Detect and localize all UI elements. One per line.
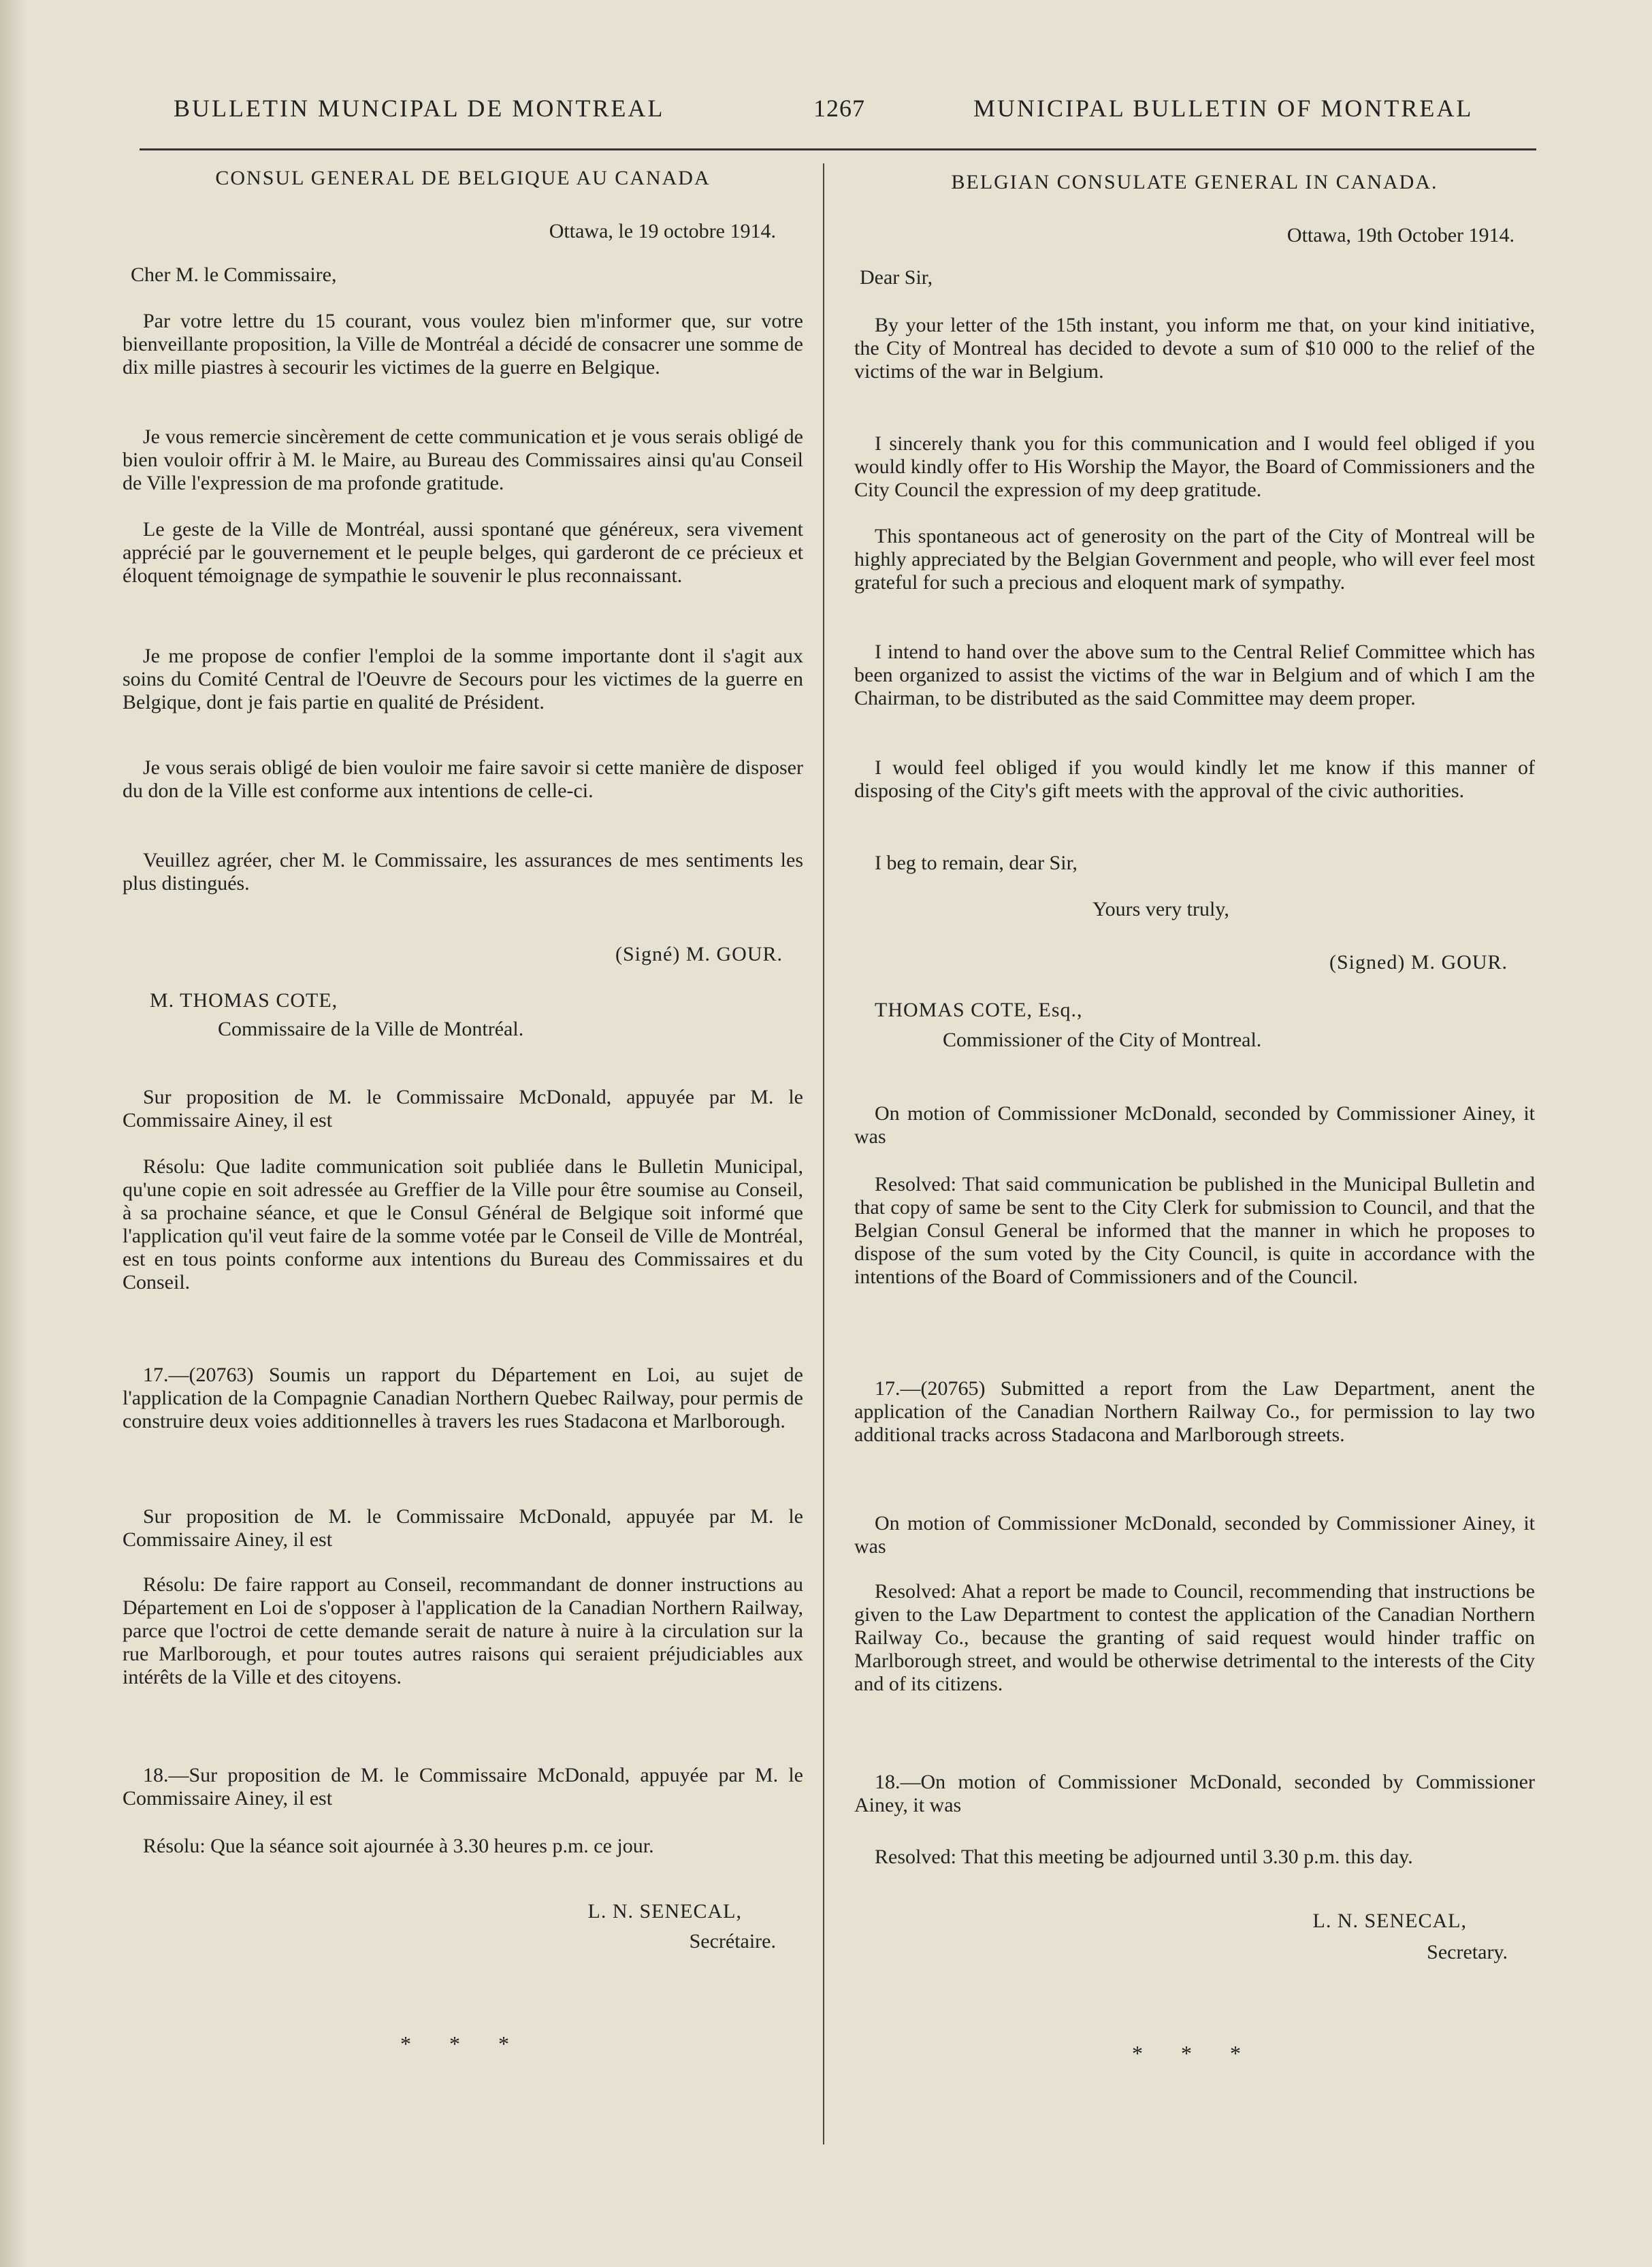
french-paragraph-6: Veuillez agréer, cher M. le Commissaire, les assurances de mes sentiments les plus distingués. <box>123 849 803 895</box>
french-addressee-title: Commissaire de la Ville de Montréal. <box>218 1018 524 1040</box>
english-paragraph-1: By your letter of the 15th instant, you inform me that, on your kind initiative, the City of Montreal has decided to devote a sum of $10 000 to the relief of the victims of the war in Belgium. <box>854 314 1535 383</box>
english-paragraph-6: I beg to remain, dear Sir, <box>875 852 1078 874</box>
english-signature: (Signed) M. GOUR. <box>1329 951 1508 974</box>
french-secretary-name: L. N. SENECAL, <box>587 1900 742 1923</box>
english-resolution-3: Resolved: That this meeting be adjourned until 3.30 p.m. this day. <box>875 1846 1413 1868</box>
english-paragraph-4: I intend to hand over the above sum to the Central Relief Committee which has been organized to assist the victims of the war in Belgium and of which I am the Chairman, to be distributed as the said Committee may deem proper. <box>854 641 1535 709</box>
english-paragraph-5: I would feel obliged if you would kindly let me know if this manner of disposing of the City's gift meets with the approval of the civic authorities. <box>854 756 1535 802</box>
french-paragraph-1: Par votre lettre du 15 courant, vous voulez bien m'informer que, sur votre bienveillante proposition, la Ville de Montréal a décidé de consacrer une somme de dix mille piastres à secourir les victimes de la guerre en Belgique. <box>123 310 803 379</box>
french-resolution-3: Résolu: Que la séance soit ajournée à 3.30 heures p.m. ce jour. <box>143 1835 654 1857</box>
english-secretary-title: Secretary. <box>1427 1941 1508 1963</box>
english-addressee-title: Commissioner of the City of Montreal. <box>943 1029 1262 1051</box>
english-heading: BELGIAN CONSULATE GENERAL IN CANADA. <box>951 171 1438 193</box>
french-dateline: Ottawa, le 19 octobre 1914. <box>549 220 776 242</box>
english-resolution-2: Resolved: Ahat a report be made to Council, recommending that instructions be given to the Law Department to contest the application of the Canadian Northern Railway Co., because the granting of said request would hinder traffic on Marlborough street, and would be otherwise detrimental to the interests of the City and of its citizens. <box>854 1580 1535 1695</box>
french-item-17: 17.—(20763) Soumis un rapport du Département en Loi, au sujet de l'application de la Compagnie Canadian Northern Quebec Railway, pour permis de construire deux voies additionnelles à travers les rues Stadacona et Marlborough. <box>123 1364 803 1432</box>
french-resolution-2: Résolu: De faire rapport au Conseil, recommandant de donner instructions au Département en Loi de s'opposer à l'application de la Canadian Northern Railway, parce que l'octroi de cette demande serait de nature à nuire à la circulation sur la rue Marlborough, et pour toutes autres raisons qui seraient préjudiciables aux intérêts de la Ville et des citoyens. <box>123 1573 803 1688</box>
english-secretary-name: L. N. SENECAL, <box>1312 1910 1467 1932</box>
english-paragraph-3: This spontaneous act of generosity on the part of the City of Montreal will be highly appreciated by the Belgian Government and people, who will ever feel most grateful for such a precious and eloquent mark of sympathy. <box>854 525 1535 594</box>
binding-shadow <box>0 0 27 2267</box>
english-motion-1: On motion of Commissioner McDonald, seconded by Commissioner Ainey, it was <box>854 1102 1535 1148</box>
page-number: 1267 <box>813 95 865 122</box>
french-paragraph-3: Le geste de la Ville de Montréal, aussi spontané que généreux, sera vivement apprécié par le gouvernement et le peuple belges, qui garderont de ce précieux et éloquent témoignage de sympathie le souvenir le plus reconnaissant. <box>123 518 803 587</box>
french-addressee-name: M. THOMAS COTE, <box>150 989 338 1012</box>
french-section-stars: * * * <box>400 2031 525 2056</box>
english-addressee-name: THOMAS COTE, Esq., <box>875 999 1083 1021</box>
french-secretary-title: Secrétaire. <box>689 1930 776 1952</box>
english-dateline: Ottawa, 19th October 1914. <box>1286 224 1515 246</box>
column-divider <box>823 163 824 2144</box>
english-motion-2: On motion of Commissioner McDonald, seconded by Commissioner Ainey, it was <box>854 1512 1535 1558</box>
french-resolution-1: Résolu: Que ladite communication soit publiée dans le Bulletin Municipal, qu'une copie en soit adressée au Greffier de la Ville pour être soumise au Conseil, à sa prochaine séance, et que le Consul Général de Belgique soit informé que l'application qu'il veut faire de la somme votée par le Conseil de Ville de Montréal, est en tous points conforme aux intentions du Bureau des Commissaires et du Conseil. <box>123 1155 803 1293</box>
french-motion-2: Sur proposition de M. le Commissaire McDonald, appuyée par M. le Commissaire Ainey, il est <box>123 1505 803 1551</box>
english-paragraph-2: I sincerely thank you for this communication and I would feel obliged if you would kindly offer to His Worship the Mayor, the Board of Commissioners and the City Council the expression of my deep gratitude. <box>854 432 1535 501</box>
header-rule <box>140 148 1536 150</box>
header-left-title: BULLETIN MUNCIPAL DE MONTREAL <box>174 95 665 122</box>
french-paragraph-5: Je vous serais obligé de bien vouloir me faire savoir si cette manière de disposer du don de la Ville est conforme aux intentions de celle-ci. <box>123 756 803 802</box>
english-resolution-1: Resolved: That said communication be published in the Municipal Bulletin and that copy of same be sent to the City Clerk for submission to Council, and that the Belgian Consul General be informed that the manner in which he proposes to dispose of the sum voted by the City Council, is quite in accordance with the intentions of the Board of Commissioners and of the Council. <box>854 1173 1535 1288</box>
french-salutation: Cher M. le Commissaire, <box>131 263 337 286</box>
english-item-17: 17.—(20765) Submitted a report from the Law Department, anent the application of the Canadian Northern Railway Co., for permission to lay two additional tracks across Stadacona and Marlborough streets. <box>854 1377 1535 1446</box>
french-signature: (Signé) M. GOUR. <box>615 943 783 965</box>
english-salutation: Dear Sir, <box>860 266 933 289</box>
french-motion-1: Sur proposition de M. le Commissaire McDonald, appuyée par M. le Commissaire Ainey, il est <box>123 1086 803 1131</box>
french-item-18: 18.—Sur proposition de M. le Commissaire McDonald, appuyée par M. le Commissaire Ainey, il est <box>123 1764 803 1810</box>
page-header <box>0 94 1652 135</box>
english-section-stars: * * * <box>1132 2041 1257 2065</box>
french-paragraph-4: Je me propose de confier l'emploi de la somme importante dont il s'agit aux soins du Comité Central de l'Oeuvre de Secours pour les victimes de la guerre en Belgique, dont je fais partie en qualité de Président. <box>123 645 803 713</box>
french-paragraph-2: Je vous remercie sincèrement de cette communication et je vous serais obligé de bien vouloir offrir à M. le Maire, au Bureau des Commissaires ainsi qu'au Conseil de Ville l'expression de ma profonde gratitude. <box>123 425 803 494</box>
english-closing: Yours very truly, <box>1092 898 1229 920</box>
english-item-18: 18.—On motion of Commissioner McDonald, seconded by Commissioner Ainey, it was <box>854 1771 1535 1816</box>
header-right-title: MUNICIPAL BULLETIN OF MONTREAL <box>973 95 1474 122</box>
french-heading: CONSUL GENERAL DE BELGIQUE AU CANADA <box>215 167 711 189</box>
